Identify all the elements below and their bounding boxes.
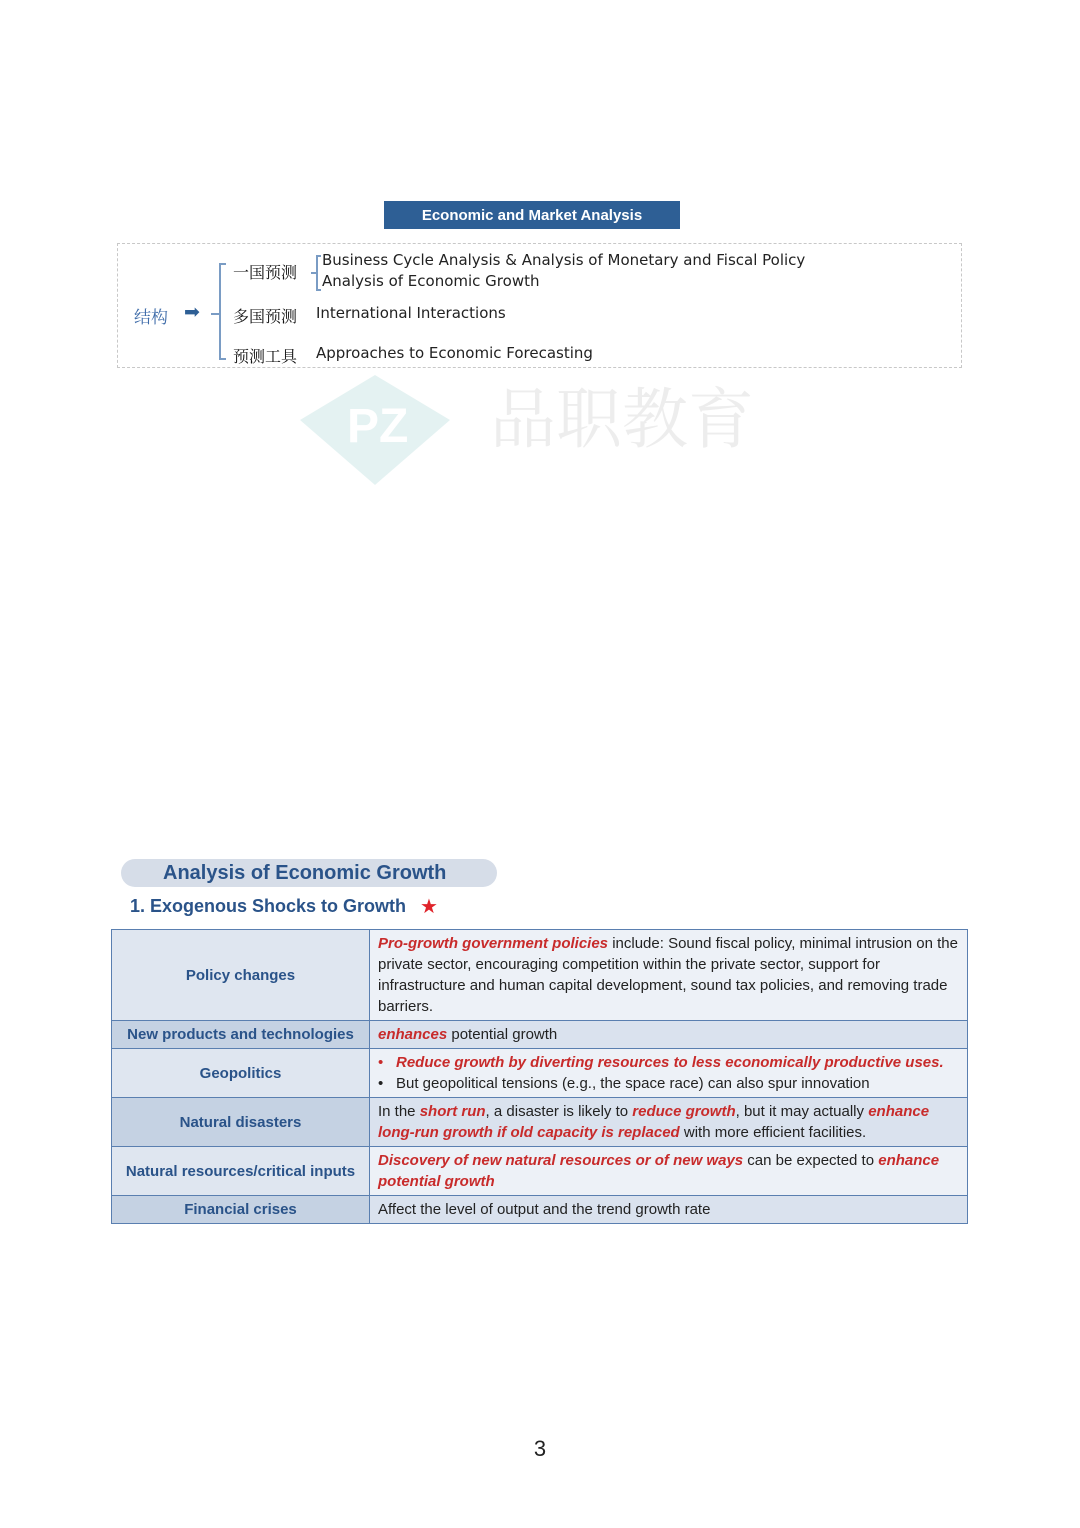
right-arrow-icon: ➡: [184, 302, 200, 323]
shock-description-cell: [370, 930, 968, 1021]
highlighted-text: Pro-growth government policies: [378, 935, 609, 952]
inner-brace-stem: [311, 272, 317, 274]
shock-type-cell: Geopolitics: [112, 1049, 370, 1098]
shock-description-cell: [370, 1098, 968, 1147]
section-header-title: Economic and Market Analysis: [421, 206, 643, 224]
bullet-item: [378, 1052, 959, 1073]
section-title: Analysis of Economic Growth: [163, 862, 447, 884]
watermark-brand: 品职教育: [490, 381, 754, 458]
outer-brace: [219, 263, 221, 359]
highlighted-text: reduce growth: [632, 1103, 736, 1120]
section-header-bar: [384, 201, 680, 229]
topic-economic-growth: Analysis of Economic Growth: [322, 272, 540, 290]
highlighted-text: short run: [419, 1103, 486, 1120]
description-text: can be expected to: [743, 1152, 879, 1169]
bullet-item: [378, 1073, 959, 1094]
category-multi-country: 多国预测: [233, 307, 298, 326]
description-text: , but it may actually: [735, 1103, 869, 1120]
shock-description-cell: [370, 1021, 968, 1049]
topic-business-cycle: Business Cycle Analysis & Analysis of Monetary and Fiscal Policy: [322, 251, 806, 269]
watermark-logo: [295, 370, 795, 490]
bullet-dot-icon: •: [378, 1075, 384, 1092]
bullet-dot-icon: •: [378, 1054, 384, 1071]
shock-type-cell: Financial crises: [112, 1196, 370, 1224]
table-row: [112, 1049, 968, 1098]
highlighted-text: enhance potential growth: [378, 1152, 940, 1190]
description-text: potential growth: [447, 1026, 558, 1043]
category-forecasting-tools: 预测工具: [233, 347, 298, 366]
topic-forecasting: Approaches to Economic Forecasting: [316, 344, 593, 362]
shock-description-cell: [370, 1049, 968, 1098]
description-text: Affect the level of output and the trend growth rate: [378, 1201, 711, 1218]
shock-type-cell: Policy changes: [112, 930, 370, 1021]
description-text: In the: [378, 1103, 420, 1120]
highlighted-text: enhance long-run growth if old capacity is replaced: [378, 1103, 930, 1141]
page-number: 3: [533, 1436, 547, 1461]
shock-type-cell: New products and technologies: [112, 1021, 370, 1049]
shock-description-cell: [370, 1147, 968, 1196]
highlighted-text: Reduce growth by diverting resources to less economically productive uses.: [396, 1054, 944, 1071]
table-row: [112, 930, 968, 1021]
description-text: But geopolitical tensions (e.g., the space race) can also spur innovation: [396, 1075, 870, 1092]
exogenous-shocks-table: [111, 929, 968, 1224]
inner-brace-bottom: [316, 289, 321, 291]
table-row: [112, 1147, 968, 1196]
structure-label: 结构: [134, 308, 168, 328]
subsection-title: 1. Exogenous Shocks to Growth: [130, 896, 407, 916]
table-row: [112, 1021, 968, 1049]
description-text: with more efficient facilities.: [679, 1124, 867, 1141]
category-domestic: 一国预测: [233, 263, 298, 282]
table-row: [112, 1196, 968, 1224]
shock-description-cell: [370, 1196, 968, 1224]
table-row: [112, 1098, 968, 1147]
watermark-letters: PZ: [347, 400, 409, 453]
description-text: include: Sound fiscal policy, minimal intrusion on the private sector, encouraging competition within the private sector, support for infrastructure and human capital development, sound tax policies, and removing trade barriers.: [378, 935, 958, 1015]
highlighted-text: enhances: [378, 1026, 448, 1043]
topic-international: International Interactions: [316, 304, 506, 322]
description-text: , a disaster is likely to: [485, 1103, 633, 1120]
shock-type-cell: Natural disasters: [112, 1098, 370, 1147]
shock-type-cell: Natural resources/critical inputs: [112, 1147, 370, 1196]
outer-brace-top: [219, 263, 226, 265]
star-icon: ★: [420, 896, 438, 918]
inner-brace-top: [316, 255, 321, 257]
highlighted-text: Discovery of new natural resources or of new ways: [378, 1152, 744, 1169]
outer-brace-bottom: [219, 358, 226, 360]
